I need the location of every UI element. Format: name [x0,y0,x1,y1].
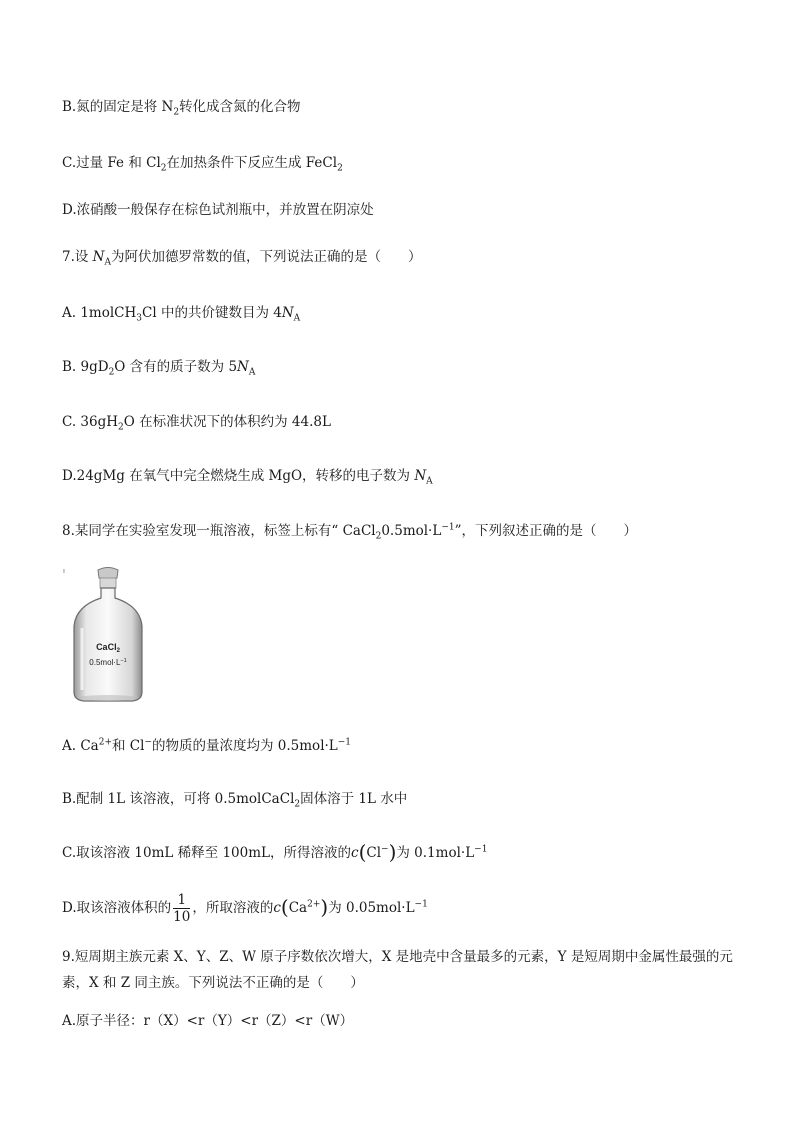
svg-text:ı: ı [63,568,65,575]
option-6d: D.浓硝酸一般保存在棕色试剂瓶中，并放置在阴凉处 [62,202,374,218]
option-7b: B. $9gD_2O$ 含有的质子数为 $5N_A$ [62,359,256,378]
bottle-label-concentration: $0.5mol\cdot L^{-1}$ [89,658,127,667]
question-7: 7.设 $N_A$为阿伏加德罗常数的值，下列说法正确的是（ ） [62,249,422,268]
option-6b: B.氮的固定是将 $N_2$转化成含氮的化合物 [62,99,301,118]
reagent-bottle-image [62,564,154,704]
option-9a: A.原子半径：r（X）<r（Y）<r（Z）<r（W） [62,1013,354,1029]
fraction-one-tenth: $\frac{1}{10}$ [173,892,191,925]
option-7d: D.24gMg 在氧气中完全燃烧生成 MgO，转移的电子数为 $N_A$ [62,468,433,487]
question-9: 9.短周期主族元素 X、Y、Z、W 原子序数依次增大，X 是地壳中含量最多的元素，Y 是短周期中金属性最强的元素，X 和 Z 同主族。下列说法不正确的是（ ） [62,949,733,991]
option-8a: A. $Ca^{2+}$和 Cl−的物质的量浓度均为 $0.5mol\cdot L^{-1}$ [62,737,352,754]
option-8d: D.取该溶液体积的 $\frac{1}{10}$ ，所取溶液的$c(Ca^{2+})$为 $0.05mol\cdot L^{-1}$ [62,892,428,925]
option-7c: C. $36gH_2O$ 在标准状况下的体积约为 44.8L [62,414,331,433]
bottle-label-formula: CaCl$_2$ [96,642,120,654]
option-8c: C.取该溶液 10mL 稀释至 100mL，所得溶液的c(Cl−)为 $0.1mol\cdot L^{-1}$ [62,840,488,864]
option-8b: B.配制 1L 该溶液，可将 0.5molCaCl$_2$固体溶于 1L 水中 [62,791,408,810]
option-6c: C.过量 Fe 和 $Cl_2$在加热条件下反应生成 FeCl$_2$ [62,155,343,174]
question-8: 8.某同学在实验室发现一瓶溶液，标签上标有“ $CaCl_20.5mol\cdot L^{-1}$”，下列叙述正确的是（ ） [62,522,638,542]
option-7a: A. 1molCH$_3$Cl 中的共价键数目为 $4N_A$ [62,305,301,324]
